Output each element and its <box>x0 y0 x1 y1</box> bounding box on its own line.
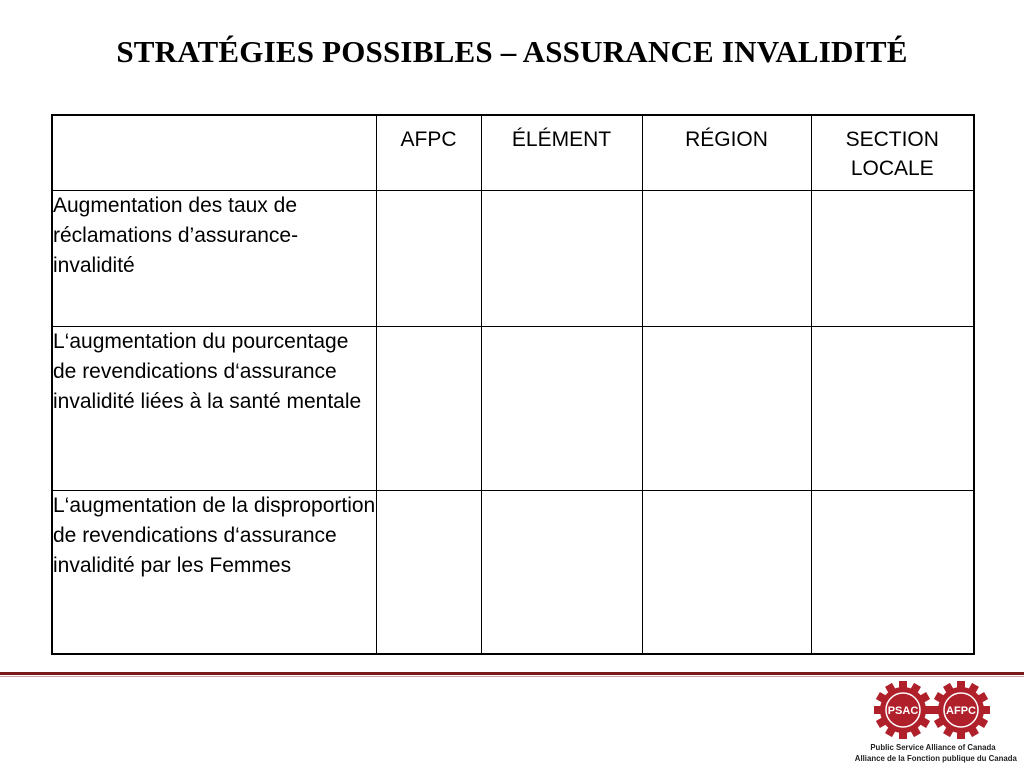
table-cell <box>811 490 974 654</box>
badge-right-text: AFPC <box>946 705 976 717</box>
table-cell <box>811 326 974 490</box>
header-element: ÉLÉMENT <box>481 115 642 190</box>
table-row <box>52 190 974 326</box>
table-row <box>52 326 974 490</box>
psac-afpc-logo <box>848 678 1018 766</box>
footer-rule-shadow <box>0 676 1024 677</box>
table-cell <box>481 326 642 490</box>
header-afpc: AFPC <box>376 115 481 190</box>
row-label: L‘augmentation du pourcentage de revendications d‘assurance invalidité liées à la santé mentale <box>52 326 376 490</box>
header-empty-cell <box>52 115 376 190</box>
table-cell <box>642 490 811 654</box>
logo-caption-en: Public Service Alliance of Canada <box>870 742 996 752</box>
table-header-row <box>52 115 974 190</box>
footer-rule <box>0 672 1024 675</box>
table-cell <box>642 190 811 326</box>
logo-caption-fr: Alliance de la Fonction publique du Canada <box>854 753 1017 763</box>
row-label: Augmentation des taux de réclamations d’assurance-invalidité <box>52 190 376 326</box>
table-cell <box>376 490 481 654</box>
table-cell <box>376 326 481 490</box>
table-cell <box>481 490 642 654</box>
badge-left-text: PSAC <box>887 705 919 717</box>
strategy-table <box>51 114 975 655</box>
table-row <box>52 490 974 654</box>
table-cell <box>811 190 974 326</box>
slide-title: STRATÉGIES POSSIBLES – ASSURANCE INVALIDITÉ <box>116 34 908 69</box>
row-label: L‘augmentation de la disproportion de revendications d‘assurance invalidité par les Femmes <box>52 490 376 654</box>
table-cell <box>642 326 811 490</box>
header-region: RÉGION <box>642 115 811 190</box>
gear-badges-icon <box>872 680 994 740</box>
table-cell <box>376 190 481 326</box>
header-section-locale: SECTION LOCALE <box>811 115 974 190</box>
table-cell <box>481 190 642 326</box>
